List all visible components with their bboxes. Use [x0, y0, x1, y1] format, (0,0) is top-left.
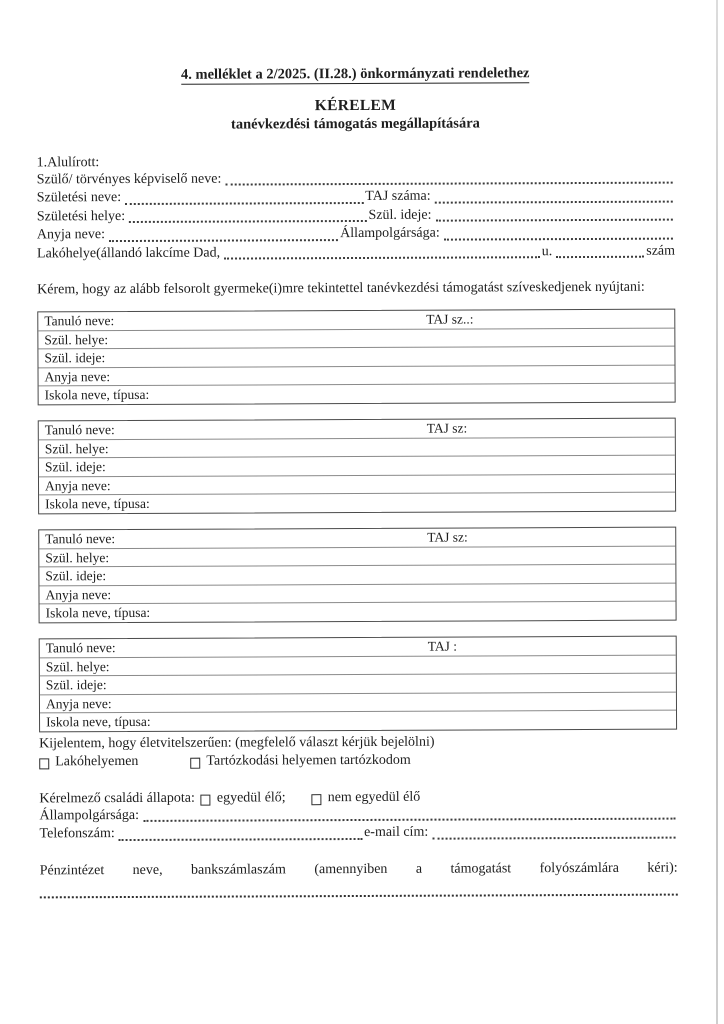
- option-not-single-label: nem egyedül élő: [327, 789, 421, 806]
- child3-school-row: [40, 602, 676, 622]
- annex-title: [36, 65, 674, 85]
- child-block-3: [38, 527, 676, 624]
- form-content: [36, 65, 678, 898]
- phone-label: Telefonszám:: [39, 826, 115, 842]
- birth-place-label: Születési helye:: [36, 208, 126, 225]
- field-phone-email: [39, 823, 677, 844]
- child2-birthdate-label: Szül. ideje:: [44, 459, 106, 475]
- option-residence-label: Lakóhelyemen: [55, 753, 139, 770]
- child-block-2: [38, 418, 676, 515]
- checkbox-stay[interactable]: [190, 758, 200, 769]
- phone-fill: [119, 838, 362, 841]
- child3-birthplace-label: Szül. helye:: [45, 549, 110, 565]
- birth-name-fill: [125, 202, 363, 205]
- child4-school-row: [40, 711, 676, 731]
- parent-name-label: Szülő/ törvényes képviselő neve:: [36, 171, 222, 188]
- child4-birthplace-label: Szül. helye:: [45, 658, 110, 674]
- email-label: e-mail cím:: [364, 825, 429, 841]
- page-title: KÉRELEM: [314, 96, 397, 115]
- citizenship2-fill: [143, 818, 675, 822]
- taj-number-fill: [435, 200, 673, 203]
- number-suffix-label: szám: [646, 243, 676, 259]
- family-status-label: Kérelmező családi állapota:: [39, 790, 195, 807]
- email-fill: [432, 836, 675, 839]
- street-suffix-label: u.: [541, 243, 553, 259]
- child1-mother-label: Anyja neve:: [44, 368, 111, 385]
- child-block-4: [39, 636, 677, 733]
- birth-date-label: Szül. ideje:: [368, 207, 432, 223]
- child4-taj-label: TAJ :: [427, 638, 458, 654]
- child1-taj-label: TAJ sz..:: [426, 311, 474, 327]
- child4-mother-label: Anyja neve:: [45, 695, 112, 712]
- bank-info-label: Pénzintézet neve, bankszámlaszám (amennyiben a támogatást folyószámlára kéri):: [39, 860, 678, 879]
- child1-school-row: [39, 384, 675, 404]
- checkbox-not-single[interactable]: [312, 794, 322, 805]
- applicant-heading: 1.Alulírott:: [36, 155, 100, 171]
- birth-place-fill: [129, 220, 366, 223]
- request-intro: Kérem, hogy az alább felsorolt gyermeke(i)mre tekintettel tanévkezdési támogatást szíveskedjenek nyújtani:: [37, 279, 645, 298]
- bank-info-fill: [40, 881, 678, 898]
- child2-taj-label: TAJ sz:: [426, 420, 468, 436]
- child1-name-label: Tanuló neve:: [44, 313, 115, 329]
- citizenship-fill: [444, 237, 673, 240]
- checkbox-single[interactable]: [201, 795, 211, 806]
- residence-label: Lakóhelye(állandó lakcíme Dad,: [36, 245, 221, 262]
- parent-name-fill: [225, 182, 672, 186]
- residence-fill: [224, 256, 540, 259]
- child3-taj-label: TAJ sz:: [427, 529, 468, 545]
- declaration-options: [39, 752, 677, 771]
- citizenship-label: Állampolgársága:: [340, 225, 440, 242]
- child-block-1: [37, 309, 675, 406]
- birth-name-label: Születési neve:: [36, 190, 122, 206]
- child3-birthdate-label: Szül. ideje:: [45, 568, 107, 584]
- page-subtitle: tanévkezdési támogatás megállapítására: [230, 115, 480, 133]
- scanner-edge-artifact: [716, 0, 718, 1024]
- annex-title-text: 4. melléklet a 2/2025. (II.28.) önkormányzati rendelethez: [180, 65, 530, 83]
- child1-birthplace-label: Szül. helye:: [44, 331, 109, 347]
- child2-birthplace-label: Szül. helye:: [44, 440, 109, 456]
- citizenship2-label: Állampolgársága:: [39, 807, 140, 824]
- child1-birthdate-label: Szül. ideje:: [44, 350, 106, 366]
- child3-name-label: Tanuló neve:: [45, 531, 116, 547]
- child4-name-label: Tanuló neve:: [45, 639, 116, 656]
- child3-school-label: Iskola neve, típusa:: [45, 605, 151, 621]
- taj-number-label: TAJ száma:: [365, 189, 431, 205]
- field-residence: [37, 242, 675, 263]
- option-stay-label: Tartózkodási helyemen tartózkodom: [206, 752, 411, 769]
- child4-birthdate-label: Szül. ideje:: [45, 677, 107, 693]
- option-single-label: egyedül élő;: [216, 790, 286, 806]
- child2-name-label: Tanuló neve:: [44, 422, 115, 438]
- child2-mother-label: Anyja neve:: [44, 477, 111, 494]
- applicant-section: [37, 153, 675, 264]
- mother-name-fill: [109, 239, 338, 242]
- birth-date-fill: [436, 219, 673, 222]
- child2-school-row: [39, 493, 675, 513]
- child3-mother-label: Anyja neve:: [45, 586, 112, 603]
- declaration-intro: Kijelentem, hogy életvitelszerűen: (megfelelő választ kérjük bejelölni): [39, 734, 435, 752]
- mother-name-label: Anyja neve:: [36, 227, 105, 243]
- child1-school-label: Iskola neve, típusa:: [44, 387, 150, 403]
- street-number-fill: [556, 256, 644, 258]
- child2-school-label: Iskola neve, típusa:: [45, 496, 150, 512]
- child4-school-label: Iskola neve, típusa:: [46, 714, 151, 730]
- checkbox-residence[interactable]: [39, 758, 49, 769]
